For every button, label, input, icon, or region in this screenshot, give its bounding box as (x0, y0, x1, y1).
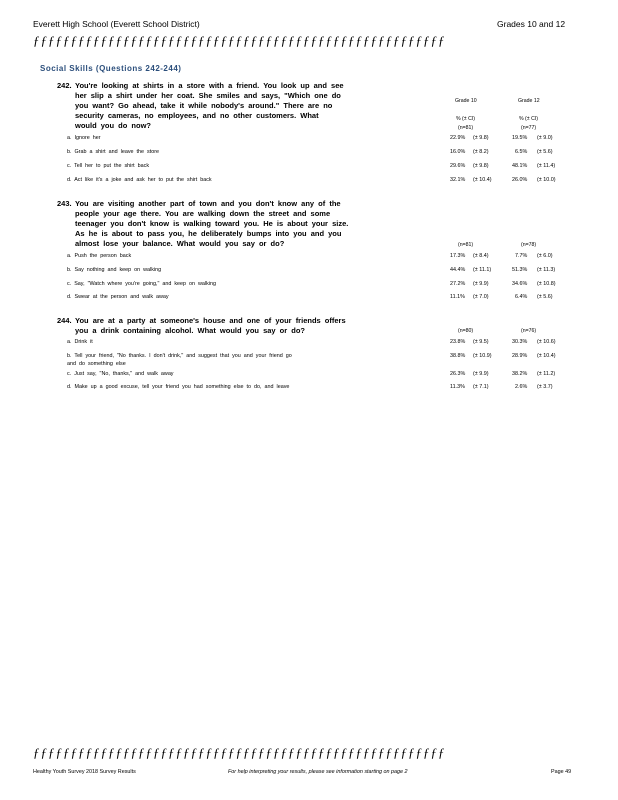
question-text-line: her slip a shirt under her coat. She smiles and says, "Which one do (75, 91, 341, 100)
question-number: 244. (57, 316, 72, 325)
question-text-line: you a drink containing alcohol. What would you say or do? (75, 326, 306, 335)
grade10-ci: (± 9.8) (473, 135, 489, 141)
sample-size-grade10: (n=81) (458, 125, 474, 131)
option-label: b. Grab a shirt and leave the store (67, 149, 160, 155)
grade10-value: 16.0% (450, 149, 466, 155)
grade12-ci: (± 11.2) (537, 371, 556, 377)
question-text-line: As he is about to pass you, he deliberately bumps into you and you (75, 229, 342, 238)
column-pct-grade12: % (± CI) (519, 116, 538, 122)
grade12-value: 6.5% (515, 149, 528, 155)
question-number: 243. (57, 199, 72, 208)
column-header-grade12: Grade 12 (518, 98, 540, 104)
footer-rule: ƒƒƒƒƒƒƒƒƒƒƒƒƒƒƒƒƒƒƒƒƒƒƒƒƒƒƒƒƒƒƒƒƒƒƒƒƒƒƒƒƒƒƒƒƒƒƒƒƒƒƒƒƒƒƒ (33, 745, 446, 760)
grade12-value: 34.6% (512, 281, 528, 287)
grade12-value: 51.3% (512, 267, 528, 273)
option-label: c. Just say, "No, thanks," and walk away (67, 371, 174, 377)
grade10-ci: (± 9.9) (473, 281, 489, 287)
grade12-value: 19.5% (512, 135, 528, 141)
grade10-value: 29.6% (450, 163, 466, 169)
section-title: Social Skills (Questions 242-244) (40, 64, 182, 73)
grade12-ci: (± 6.0) (537, 253, 553, 259)
option-label: d. Act like it's a joke and ask her to put the shirt back (67, 177, 212, 183)
grade10-value: 27.2% (450, 281, 466, 287)
sample-size-grade12: (n=76) (521, 328, 537, 334)
grade12-ci: (± 10.0) (537, 177, 556, 183)
grade10-ci: (± 9.9) (473, 371, 489, 377)
grade10-ci: (± 8.4) (473, 253, 489, 259)
option-label: b. Say nothing and keep on walking (67, 267, 162, 273)
grade12-value: 6.4% (515, 294, 528, 300)
grade10-value: 11.3% (450, 384, 465, 390)
grade12-ci: (± 10.8) (537, 281, 556, 287)
grade12-value: 2.6% (515, 384, 528, 390)
option-label: a. Push the person back (67, 253, 132, 259)
grade10-ci: (± 11.1) (473, 267, 492, 273)
grade12-ci: (± 10.6) (537, 339, 556, 345)
question-text-line: would you do now? (75, 121, 151, 130)
grade10-value: 32.1% (450, 177, 466, 183)
grade12-value: 30.3% (512, 339, 528, 345)
grade12-ci: (± 5.6) (537, 294, 553, 300)
grade10-value: 11.1% (450, 294, 465, 300)
grade12-ci: (± 10.4) (537, 353, 556, 359)
option-label: d. Swear at the person and walk away (67, 294, 169, 300)
footer-help-text: For help interpreting your results, please see information starting on page 2 (228, 769, 408, 775)
header-grades: Grades 10 and 12 (497, 19, 566, 29)
grade12-ci: (± 11.3) (537, 267, 556, 273)
option-label-continued: and do something else (67, 361, 126, 367)
sample-size-grade12: (n=77) (521, 125, 537, 131)
grade10-ci: (± 10.4) (473, 177, 492, 183)
grade12-value: 48.1% (512, 163, 528, 169)
grade12-value: 38.2% (512, 371, 528, 377)
footer-survey-name: Healthy Youth Survey 2018 Survey Results (33, 769, 136, 775)
question-text-line: teenager you don't know is walking toward you. He is about your size. (75, 219, 349, 228)
option-label: c. Say, "Watch where you're going," and keep on walking (67, 281, 217, 287)
header-rule: ƒƒƒƒƒƒƒƒƒƒƒƒƒƒƒƒƒƒƒƒƒƒƒƒƒƒƒƒƒƒƒƒƒƒƒƒƒƒƒƒƒƒƒƒƒƒƒƒƒƒƒƒƒƒƒ (33, 33, 446, 48)
header-school: Everett High School (Everett School District) (33, 19, 200, 29)
grade10-ci: (± 9.8) (473, 163, 489, 169)
grade10-value: 23.8% (450, 339, 466, 345)
column-pct-grade10: % (± CI) (456, 116, 475, 122)
grade10-ci: (± 10.9) (473, 353, 492, 359)
footer-page-number: Page 49 (551, 769, 572, 775)
sample-size-grade10: (n=81) (458, 242, 474, 248)
grade12-ci: (± 3.7) (537, 384, 553, 390)
grade10-value: 22.9% (450, 135, 466, 141)
question-text-line: you want? Go ahead, take it while nobody's around." There are no (75, 101, 333, 110)
grade10-value: 17.3% (450, 253, 466, 259)
sample-size-grade10: (n=80) (458, 328, 474, 334)
question-text-line: security cameras, no employees, and no other customers. What (75, 111, 319, 120)
option-label: b. Tell your friend, "No thanks. I don't drink," and suggest that you and your friend go (67, 353, 292, 359)
grade10-value: 38.8% (450, 353, 466, 359)
option-label: a. Drink it (67, 339, 93, 345)
column-header-grade10: Grade 10 (455, 98, 477, 104)
grade10-ci: (± 9.5) (473, 339, 489, 345)
option-label: d. Make up a good excuse, tell your friend you had something else to do, and leave (67, 384, 290, 390)
grade12-value: 28.9% (512, 353, 528, 359)
sample-size-grade12: (n=78) (521, 242, 537, 248)
grade12-ci: (± 9.0) (537, 135, 553, 141)
question-text-line: You are at a party at someone's house and one of your friends offers (75, 316, 346, 325)
question-text-line: people your age there. You are walking down the street and some (75, 209, 331, 218)
question-number: 242. (57, 81, 72, 90)
option-label: c. Tell her to put the shirt back (67, 163, 150, 169)
grade12-ci: (± 11.4) (537, 163, 556, 169)
grade12-ci: (± 5.6) (537, 149, 553, 155)
question-text-line: You're looking at shirts in a store with a friend. You look up and see (75, 81, 344, 90)
grade10-value: 44.4% (450, 267, 466, 273)
grade10-ci: (± 7.0) (473, 294, 489, 300)
question-text-line: almost lose your balance. What would you say or do? (75, 239, 285, 248)
grade12-value: 26.0% (512, 177, 528, 183)
grade10-value: 26.3% (450, 371, 466, 377)
grade10-ci: (± 8.2) (473, 149, 489, 155)
grade10-ci: (± 7.1) (473, 384, 489, 390)
grade12-value: 7.7% (515, 253, 528, 259)
option-label: a. Ignore her (67, 135, 101, 141)
question-text-line: You are visiting another part of town and you don't know any of the (75, 199, 341, 208)
